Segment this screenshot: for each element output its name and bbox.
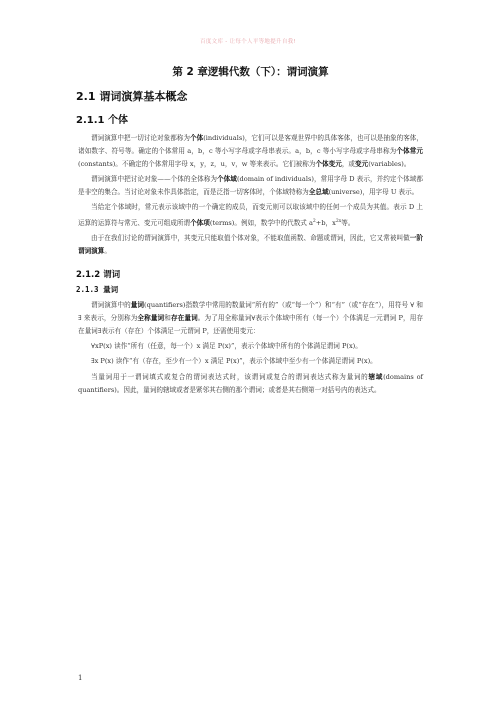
paragraph-terms: 当给定个体域时，常元表示该域中的一个确定的成员，而变元则可以取该域中的任何一个成员为其值。表示 D 上运算的运算符与常元、变元可组成所谓个体项(terms)。例如，数学中的代数式 $a^2+b$，$x^{2x}$等。 — [78, 203, 423, 227]
document-title: 第 2 章逻辑代数（下）：谓词演算 — [172, 66, 329, 78]
paragraph-domain: 谓词演算中把讨论对象——个体的全体称为个体域(domain of individuals)，常用字母 D 表示，并约定个体域都是非空的集合。当讨论对象未作具体指定，而是泛指一切客体时，个体域特称为全总域(universe)，用字母 U 表示。 — [78, 175, 423, 197]
paragraph-scope: 当量词用于一谓词填式或复合的谓词表达式时，该谓词或复合的谓词表达式称为量词的辖域(domains of quantifiers)。因此，量词的辖域或者是紧邻其右侧的那个谓词；或者是其右侧第一对括号内的表达式。 — [78, 372, 423, 394]
heading-2-1: 2.1 谓词演算基本概念 — [76, 90, 188, 103]
heading-2-1-2: 2.1.2 谓词 — [76, 270, 121, 281]
heading-2-1-3: 2.1.3 量词 — [76, 285, 119, 295]
paragraph-forall: ∀xP(x) 读作“所有（任意，每一个）x 满足 P(x)”，表示个体域中所有的个体满足谓词 P(x)。 — [91, 342, 362, 351]
page-number: 1 — [78, 674, 83, 682]
paragraph-exists: ∃x P(x) 读作“有（存在，至少有一个）x 满足 P(x)”，表示个体域中至少有一个体满足谓词 P(x)。 — [91, 357, 377, 366]
heading-2-1-1: 2.1.1 个体 — [76, 115, 128, 126]
document-page — [78, 64, 423, 399]
watermark: 百度文库 - 让每个人平等地提升自我! — [200, 39, 296, 45]
paragraph-first-order: 由于在我们讨论的谓词演算中，其变元只能取值个体对象，不能取值函数、命题或谓词，因此，它又常被叫做一阶谓词演算。 — [78, 233, 424, 255]
paragraph-quantifiers: 谓词演算中的量词(quantifiers)指数学中常用的数量词“所有的”（或“每一个”）和“有”（或“存在”），用符号 ∀ 和 ∃ 来表示，分别称为全称量词和存在量词。为了用全称量词∀表示个体域中所有（每一个）个体满足一元谓词 P，用存在量词∃表示有（存在）个体满足一元谓词 P，还需使用变元： — [78, 301, 424, 336]
paragraph-individuals: 谓词演算中把一切讨论对象都称为个体(individuals)，它们可以是客观世界中的具体客体，也可以是抽象的客体，诸如数字、符号等。确定的个体常用 a，b，c 等小写字母或字母串表示。a，b，c 等小写字母或字母串称为个体常元(constants)。不确定的个体常用字母 x，y，z，u，v，w 等来表示。它们被称为个体变元，或变元(variables)。 — [78, 134, 423, 169]
